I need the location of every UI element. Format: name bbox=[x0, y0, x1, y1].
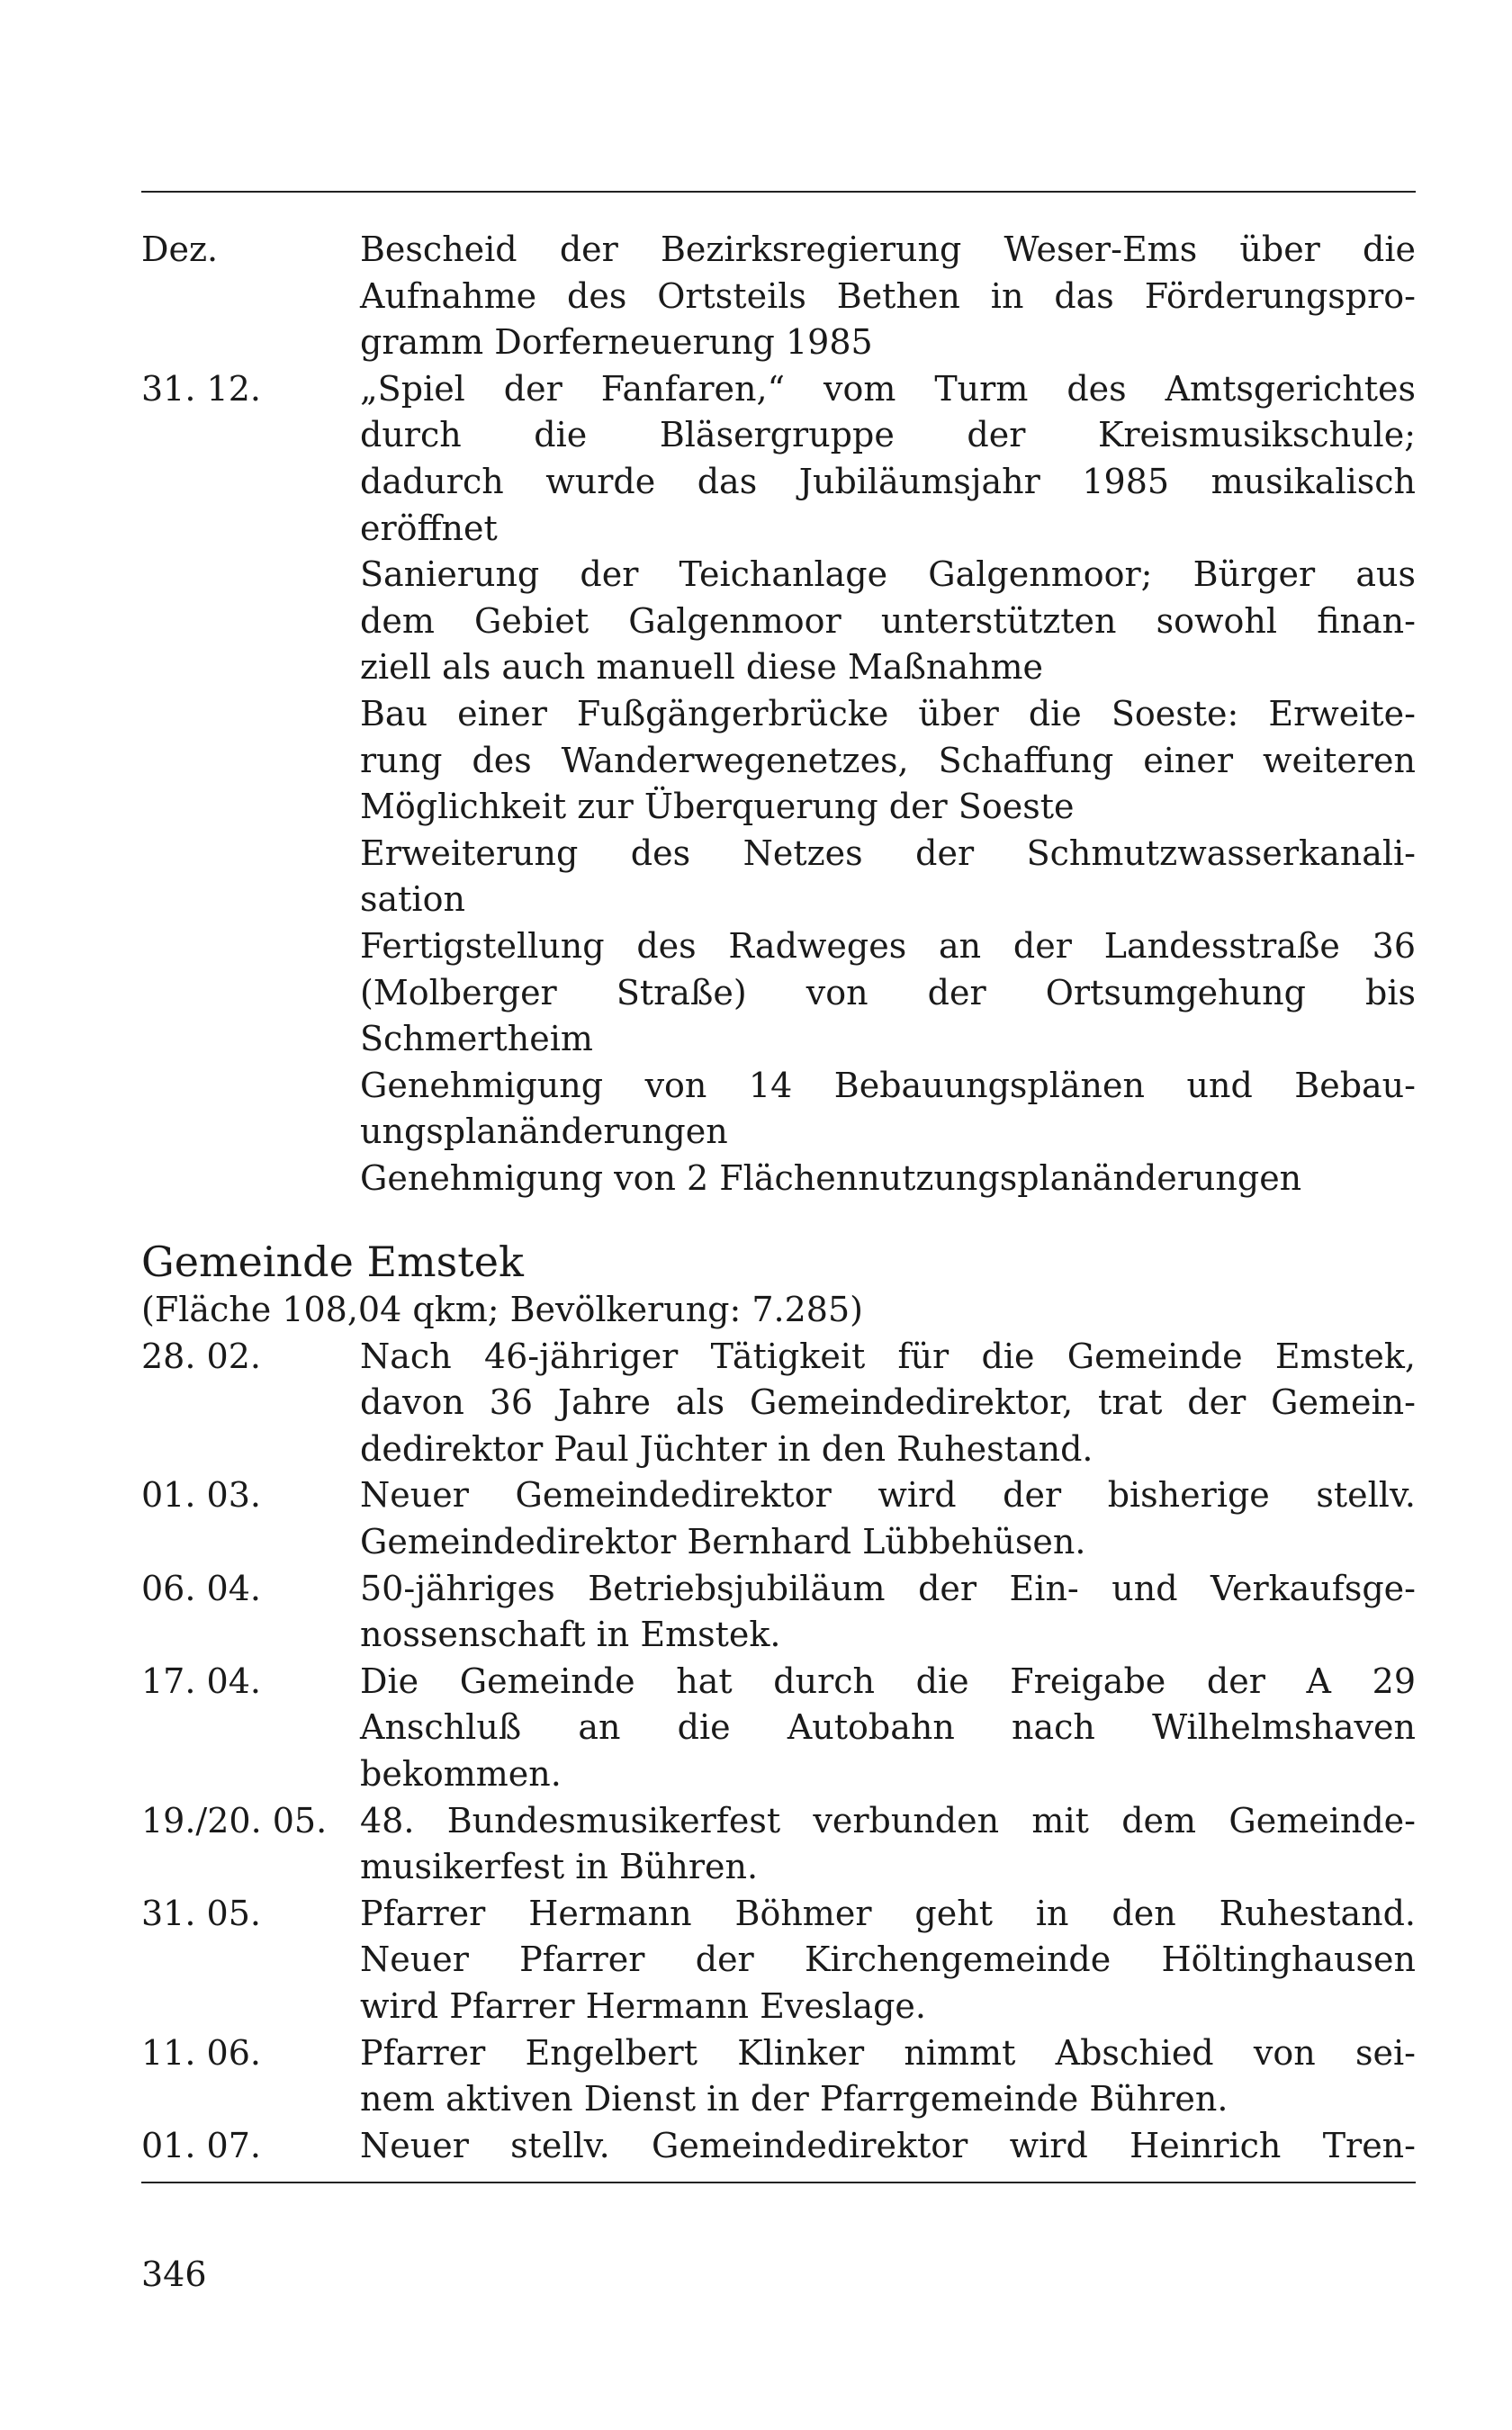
entry-line: Pfarrer Hermann Böhmer geht in den Ruhestand. bbox=[360, 1893, 1416, 1933]
entry-text bbox=[360, 366, 1416, 1202]
entry-line: nossenschaft in Emstek. bbox=[360, 1615, 781, 1655]
entry-line: Schmertheim bbox=[360, 1019, 593, 1059]
entry-date: 31. 12. bbox=[141, 368, 261, 409]
entry-line: ziell als auch manuell diese Maßnahme bbox=[360, 647, 1044, 688]
chronicle-entry bbox=[141, 1891, 1416, 2030]
entry-line: wird Pfarrer Hermann Eveslage. bbox=[360, 1985, 927, 2026]
entry-line: durch die Bläsergruppe der Kreismusikschule; bbox=[360, 415, 1416, 455]
entry-line: Nach 46-jähriger Tätigkeit für die Gemeinde Emstek, bbox=[360, 1336, 1416, 1376]
entry-line: dadurch wurde das Jubiläumsjahr 1985 musikalisch bbox=[360, 461, 1416, 501]
entry-date: 06. 04. bbox=[141, 1568, 261, 1608]
entry-line: Pfarrer Engelbert Klinker nimmt Abschied von sei- bbox=[360, 2032, 1416, 2073]
chronicle-entry bbox=[141, 2030, 1416, 2123]
entry-date: Dez. bbox=[141, 230, 219, 269]
page-number: 346 bbox=[141, 2254, 207, 2294]
chronicle-upper bbox=[141, 227, 1416, 1202]
section-subheading: (Fläche 108,04 qkm; Bevölkerung: 7.285) bbox=[141, 1290, 863, 1329]
entry-line: Neuer Gemeindedirektor wird der bisherige stellv. bbox=[360, 1475, 1416, 1516]
entry-line: ungsplanänderungen bbox=[360, 1112, 728, 1152]
entry-line: bekommen. bbox=[360, 1753, 562, 1794]
entry-line: 50-jähriges Betriebsjubiläum der Ein- und Verkaufsge- bbox=[360, 1568, 1416, 1608]
entry-line: Anschluß an die Autobahn nach Wilhelmshaven bbox=[360, 1707, 1416, 1748]
entry-date: 01. 03. bbox=[141, 1475, 261, 1516]
entry-text bbox=[360, 1891, 1416, 2030]
top-rule bbox=[141, 191, 1416, 193]
entry-line: Neuer Pfarrer der Kirchengemeinde Höltinghausen bbox=[360, 1940, 1416, 1980]
chronicle-entry bbox=[141, 2123, 1416, 2170]
entry-text bbox=[360, 1334, 1416, 1473]
entry-line: Genehmigung von 2 Flächennutzungsplanänderungen bbox=[360, 1157, 1302, 1198]
entry-line: rung des Wanderwegenetzes, Schaffung einer weiteren bbox=[360, 740, 1416, 780]
chronicle-entry bbox=[141, 227, 1416, 366]
entry-date: 19./20. 05. bbox=[141, 1800, 328, 1840]
entry-text bbox=[360, 1472, 1416, 1565]
chronicle-entry bbox=[141, 1798, 1416, 1891]
entry-date: 01. 07. bbox=[141, 2125, 261, 2165]
entry-text bbox=[360, 2030, 1416, 2123]
entry-line: davon 36 Jahre als Gemeindedirektor, trat der Gemein- bbox=[360, 1382, 1416, 1423]
entry-line: „Spiel der Fanfaren,“ vom Turm des Amtsgerichtes bbox=[360, 368, 1416, 409]
entry-date: 17. 04. bbox=[141, 1660, 261, 1701]
entry-line: nem aktiven Dienst in der Pfarrgemeinde Bühren. bbox=[360, 2079, 1228, 2120]
chronicle-entry bbox=[141, 1659, 1416, 1798]
entry-date: 28. 02. bbox=[141, 1336, 261, 1376]
entry-line: sation bbox=[360, 879, 465, 920]
entry-line: Erweiterung des Netzes der Schmutzwasserkanali- bbox=[360, 832, 1416, 873]
entry-line: Möglichkeit zur Überquerung der Soeste bbox=[360, 787, 1075, 827]
entry-text bbox=[360, 227, 1416, 366]
entry-text bbox=[360, 1798, 1416, 1891]
entry-line: Fertigstellung des Radweges an der Landesstraße 36 bbox=[360, 925, 1416, 966]
entry-line: (Molberger Straße) von der Ortsumgehung bis bbox=[360, 972, 1416, 1012]
chronicle-entry bbox=[141, 1334, 1416, 1473]
section-heading: Gemeinde Emstek bbox=[141, 1238, 524, 1286]
chronicle-entry bbox=[141, 1566, 1416, 1659]
entry-date: 11. 06. bbox=[141, 2032, 261, 2073]
entry-line: dem Gebiet Galgenmoor unterstützten sowohl finan- bbox=[360, 600, 1416, 641]
entry-line: Gemeindedirektor Bernhard Lübbehüsen. bbox=[360, 1521, 1086, 1562]
entry-line: Bau einer Fußgängerbrücke über die Soeste: Erweite- bbox=[360, 693, 1416, 734]
entry-text bbox=[360, 1659, 1416, 1798]
chronicle-entry bbox=[141, 1472, 1416, 1565]
entry-text bbox=[360, 2123, 1416, 2170]
emstek-entries bbox=[141, 1334, 1416, 2170]
bottom-rule bbox=[141, 2182, 1416, 2183]
entry-text bbox=[360, 1566, 1416, 1659]
entry-line: musikerfest in Bühren. bbox=[360, 1847, 759, 1887]
chronicle-entry bbox=[141, 366, 1416, 1202]
entry-line: gramm Dorferneuerung 1985 bbox=[360, 322, 873, 363]
entry-line: Aufnahme des Ortsteils Bethen in das Förderungspro- bbox=[360, 275, 1416, 316]
chronicle-emstek bbox=[141, 1237, 1416, 2169]
entry-line: Neuer stellv. Gemeindedirektor wird Heinrich Tren- bbox=[360, 2125, 1416, 2165]
entry-line: eröffnet bbox=[360, 508, 498, 548]
entry-date: 31. 05. bbox=[141, 1893, 261, 1933]
entry-line: Bescheid der Bezirksregierung Weser-Ems über die bbox=[360, 230, 1416, 269]
entry-line: 48. Bundesmusikerfest verbunden mit dem Gemeinde- bbox=[360, 1800, 1416, 1840]
entry-line: dedirektor Paul Jüchter in den Ruhestand. bbox=[360, 1428, 1094, 1469]
entry-line: Sanierung der Teichanlage Galgenmoor; Bürger aus bbox=[360, 554, 1416, 595]
entry-line: Die Gemeinde hat durch die Freigabe der A 29 bbox=[360, 1660, 1416, 1701]
entry-line: Genehmigung von 14 Bebauungsplänen und Bebau- bbox=[360, 1065, 1416, 1105]
